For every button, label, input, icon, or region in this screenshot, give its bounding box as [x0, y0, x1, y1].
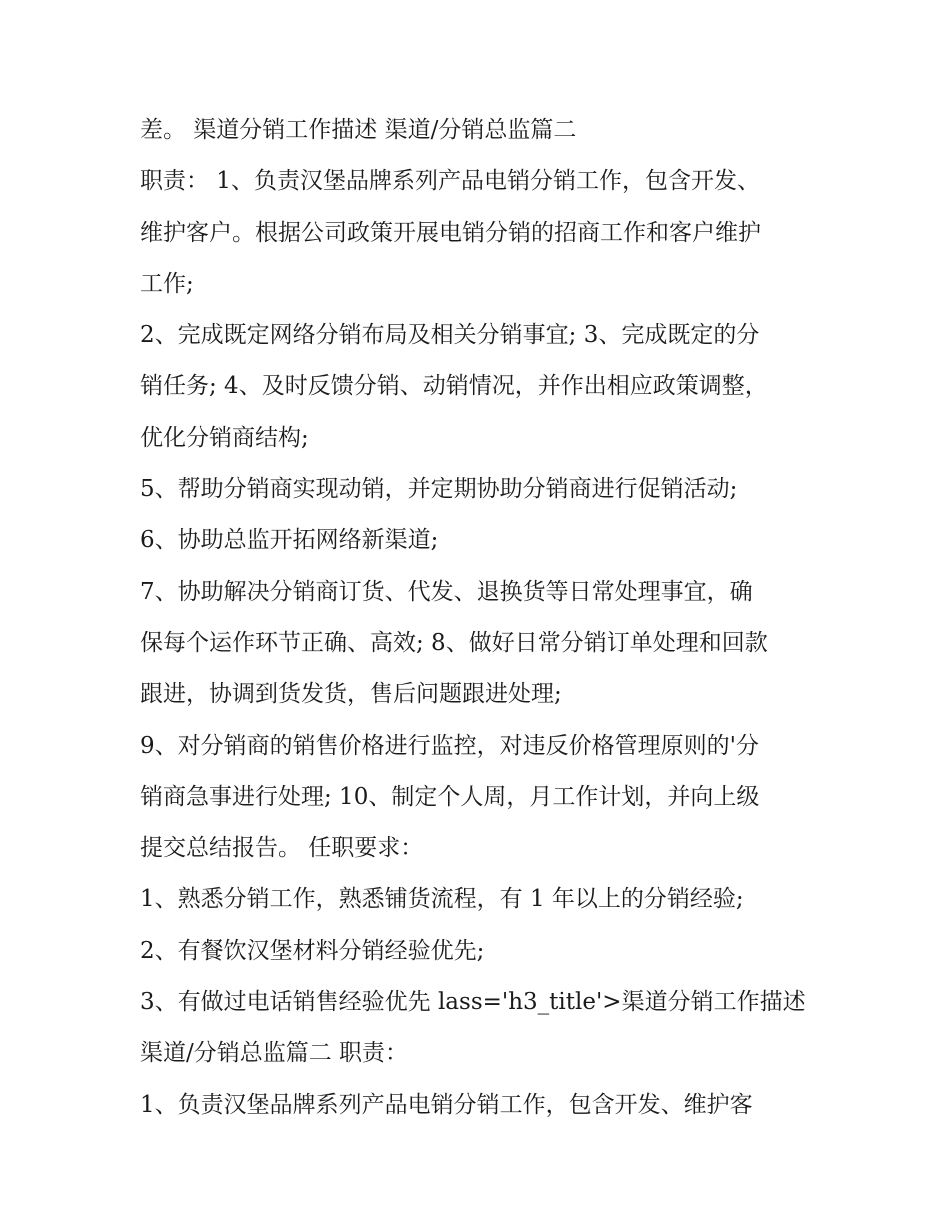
text-line: 7、协助解决分销商订货、代发、退换货等日常处理事宜，确 — [140, 578, 753, 605]
text-line: 2、有餐饮汉堡材料分销经验优先; — [140, 937, 485, 964]
text-line: 维护客户。根据公司政策开展电销分销的招商工作和客户维护 — [140, 219, 761, 246]
text-line: 2、完成既定网络分销布局及相关分销事宜; 3、完成既定的分 — [140, 322, 760, 349]
text-line: 渠道/分销总监篇二 职责： — [140, 1040, 409, 1067]
text-line: 保每个运作环节正确、高效; 8、做好日常分销订单处理和回款 — [140, 629, 768, 656]
text-line: 6、协助总监开拓网络新渠道; — [140, 527, 439, 554]
text-line: 差。 渠道分销工作描述 渠道/分销总监篇二 — [140, 117, 577, 143]
document-body — [140, 105, 820, 1131]
text-line: 9、对分销商的销售价格进行监控，对违反价格管理原则的'分 — [140, 732, 759, 759]
text-line: 提交总结报告。 任职要求： — [140, 835, 424, 862]
text-line: 5、帮助分销商实现动销，并定期协助分销商进行促销活动; — [140, 476, 738, 503]
text-line: 销商急事进行处理; 10、制定个人周，月工作计划，并向上级 — [140, 783, 760, 810]
text-line: 1、熟悉分销工作，熟悉铺货流程，有 1 年以上的分销经验; — [140, 886, 744, 913]
text-line: 职责： 1、负责汉堡品牌系列产品电销分销工作，包含开发、 — [140, 168, 760, 195]
text-line: 销任务; 4、及时反馈分销、动销情况，并作出相应政策调整， — [140, 373, 768, 400]
text-line: 工作; — [140, 270, 194, 297]
text-line: 3、有做过电话销售经验优先 lass='h3_title'>渠道分销工作描述 — [140, 989, 806, 1016]
text-line: 1、负责汉堡品牌系列产品电销分销工作，包含开发、维护客 — [140, 1091, 753, 1118]
text-line: 跟进，协调到货发货，售后问题跟进处理; — [140, 681, 562, 708]
text-line: 优化分销商结构; — [140, 424, 309, 451]
